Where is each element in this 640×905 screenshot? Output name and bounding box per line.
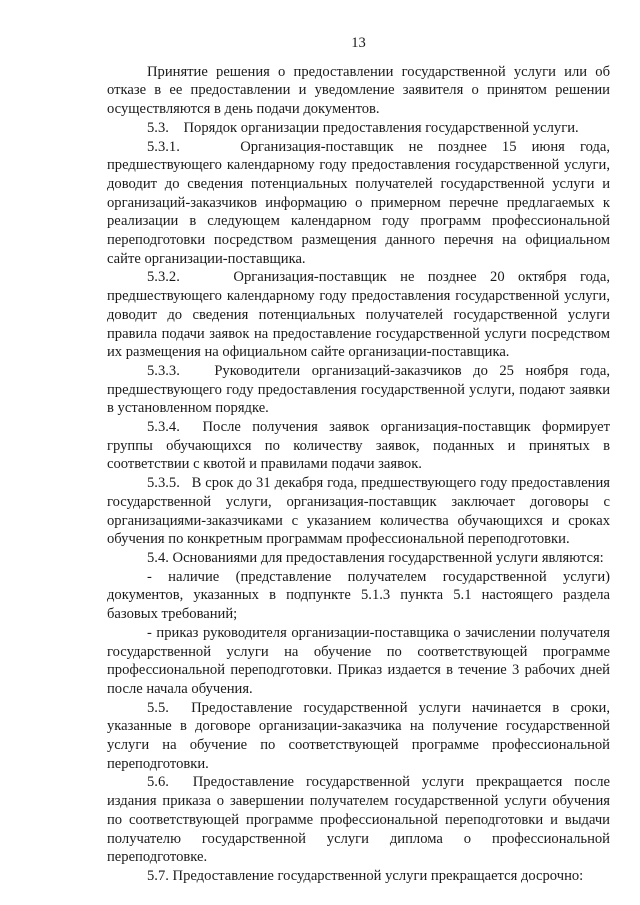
paragraph: 5.3. Порядок организации предоставления государственной услуги.	[147, 119, 579, 136]
paragraph: 5.6. Предоставление государственной услуги прекращается после издания приказа о завершении получателем государственной услуги обучения по соответствующей программе профессиональной переподготовки и выдачи получателю государственной услуги диплома о профессиональной переподготовке.	[107, 774, 610, 866]
paragraph: 5.3.3. Руководители организаций-заказчиков до 25 ноября года, предшествующего году предоставления государственной услуги, подают заявки в установленном порядке.	[107, 362, 610, 417]
paragraph: 5.5. Предоставление государственной услуги начинается в сроки, указанные в договоре организации-заказчика на получение государственной услуги на обучение по соответствующей программе профессиональной переподготовки.	[107, 699, 610, 772]
paragraph: 5.3.1. Организация-поставщик не позднее 15 июня года, предшествующего календарному году предоставления государственной услуги, доводит до сведения потенциальных получателей государственной услуги и организаций-заказчиков информацию о примерном перечне предлагаемых к реализации в следующем календарном году программ профессиональной переподготовки посредством размещения данного перечня на официальном сайте организации-поставщика.	[107, 138, 610, 267]
list-item: - наличие (представление получателем государственной услуги) документов, указанных в подпункте 5.1.3 пункта 5.1 настоящего раздела базовых требований;	[107, 568, 610, 623]
page-number: 13	[351, 35, 366, 51]
paragraph: 5.7. Предоставление государственной услуги прекращается досрочно:	[147, 867, 584, 884]
paragraph: 5.3.5. В срок до 31 декабря года, предшествующего году предоставления государственной услуги, организация-поставщик заключает договоры с организациями-заказчиками с указанием количества обучающихся и сроках обучения по конкретным программам профессиональной переподготовки.	[107, 475, 610, 548]
paragraph: 5.3.4. После получения заявок организация-поставщик формирует группы обучающихся по количеству заявок, поданных и принятых в соответствии с квотой и правилами подачи заявок.	[107, 419, 610, 473]
paragraph: Принятие решения о предоставлении государственной услуги или об отказе в ее предоставлении и уведомление заявителя о принятом решении осуществляются в день подачи документов.	[107, 63, 610, 118]
paragraph: 5.4. Основаниями для предоставления государственной услуги являются:	[147, 549, 604, 566]
paragraph: 5.3.2. Организация-поставщик не позднее 20 октября года, предшествующего календарному году предоставления государственной услуги, доводит до сведения потенциальных получателей государственной услуги правила подачи заявок на предоставление государственной услуги посредством их размещения на официальном сайте организации-поставщика.	[107, 269, 610, 361]
list-item: - приказ руководителя организации-поставщика о зачислении получателя государственной услуги на обучение по соответствующей программе профессиональной переподготовки. Приказ издается в течение 3 рабочих дней после начала обучения.	[107, 624, 610, 697]
